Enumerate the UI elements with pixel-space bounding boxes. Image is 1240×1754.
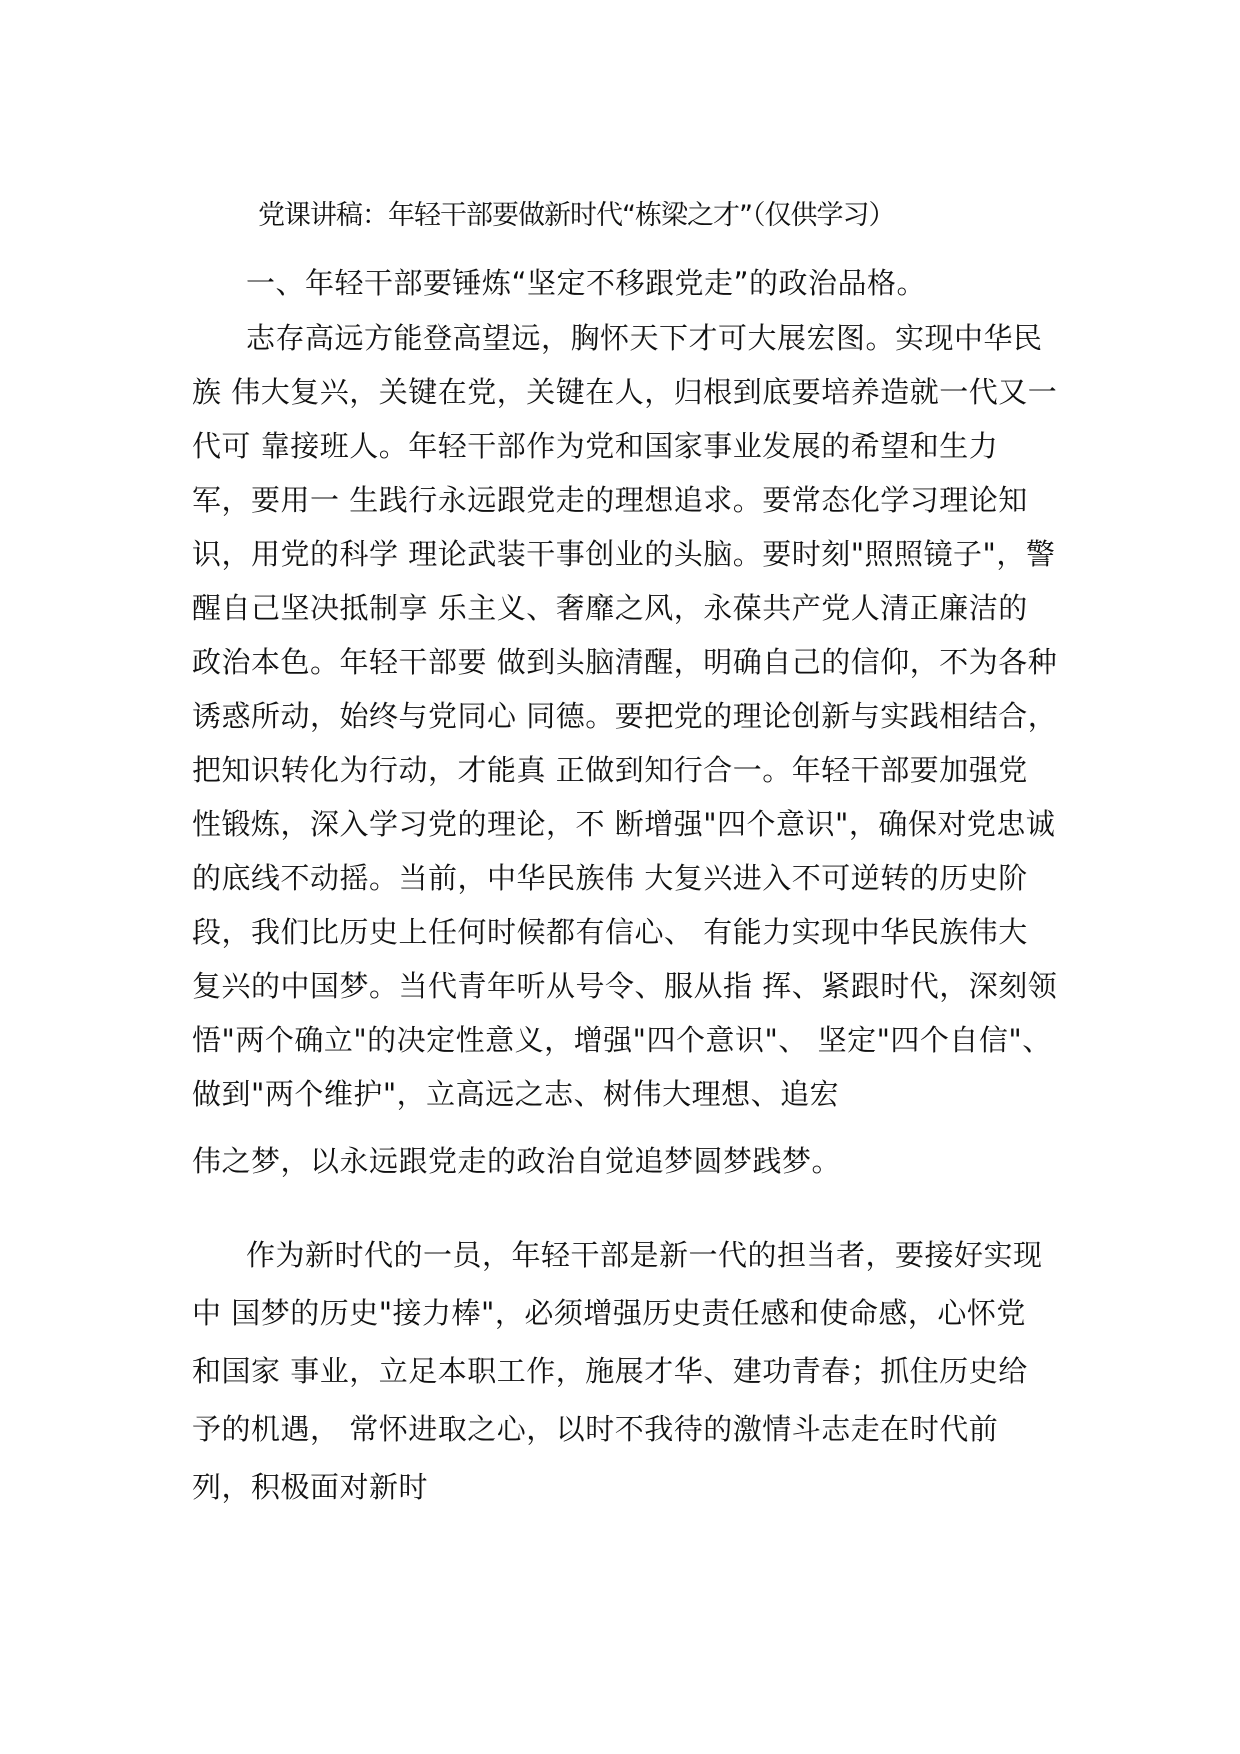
- paragraph-line: 中 国梦的历史"接力棒"，必须增强历史责任感和使命感，心怀党: [192, 1296, 1026, 1330]
- paragraph-line: 识，用党的科学 理论武装干事创业的头脑。要时刻"照照镜子"，警: [192, 537, 1056, 571]
- paragraph-line: 作为新时代的一员，年轻干部是新一代的担当者，要接好实现: [246, 1238, 1043, 1272]
- paragraph-line: 列，积极面对新时: [192, 1470, 429, 1504]
- paragraph-line: 伟之梦，以永远跟党走的政治自觉追梦圆梦践梦。: [192, 1144, 842, 1178]
- paragraph-line: 政治本色。年轻干部要 做到头脑清醒，明确自己的信仰，不为各种: [192, 645, 1058, 679]
- paragraph-line: 予的机遇， 常怀进取之心，以时不我待的激情斗志走在时代前: [192, 1412, 999, 1446]
- paragraph-line: 志存高远方能登高望远，胸怀天下才可大展宏图。实现中华民: [246, 321, 1043, 355]
- paragraph-line: 和国家 事业，立足本职工作，施展才华、建功青春；抓住历史给: [192, 1354, 1028, 1388]
- paragraph-line: 做到"两个维护"，立高远之志、树伟大理想、追宏: [192, 1077, 840, 1111]
- paragraph-line: 军，要用一 生践行永远跟党走的理想追求。要常态化学习理论知: [192, 483, 1028, 517]
- document-title: 党课讲稿：年轻干部要做新时代“栋梁之才”（仅供学习）: [258, 200, 895, 231]
- paragraph-line: 复兴的中国梦。当代青年听从号令、服从指 挥、紧跟时代，深刻领: [192, 969, 1058, 1003]
- paragraph-line: 醒自己坚决抵制享 乐主义、奢靡之风，永葆共产党人清正廉洁的: [192, 591, 1028, 625]
- paragraph-line: 把知识转化为行动，才能真 正做到知行合一。年轻干部要加强党: [192, 753, 1028, 787]
- paragraph-line: 悟"两个确立"的决定性意义，增强"四个意识"、 坚定"四个自信"、: [192, 1023, 1052, 1057]
- paragraph-line: 性锻炼，深入学习党的理论，不 断增强"四个意识"，确保对党忠诚: [192, 807, 1056, 841]
- paragraph-line: 段，我们比历史上任何时候都有信心、 有能力实现中华民族伟大: [192, 915, 1028, 949]
- paragraph-line: 代可 靠接班人。年轻干部作为党和国家事业发展的希望和生力: [192, 429, 999, 463]
- section-heading: 一、年轻干部要锤炼“坚定不移跟党走”的政治品格。: [246, 266, 927, 300]
- paragraph-line: 的底线不动摇。当前，中华民族伟 大复兴进入不可逆转的历史阶: [192, 861, 1028, 895]
- paragraph-line: 诱惑所动，始终与党同心 同德。要把党的理论创新与实践相结合，: [192, 699, 1058, 733]
- paragraph-line: 族 伟大复兴，关键在党，关键在人，归根到底要培养造就一代又一: [192, 375, 1058, 409]
